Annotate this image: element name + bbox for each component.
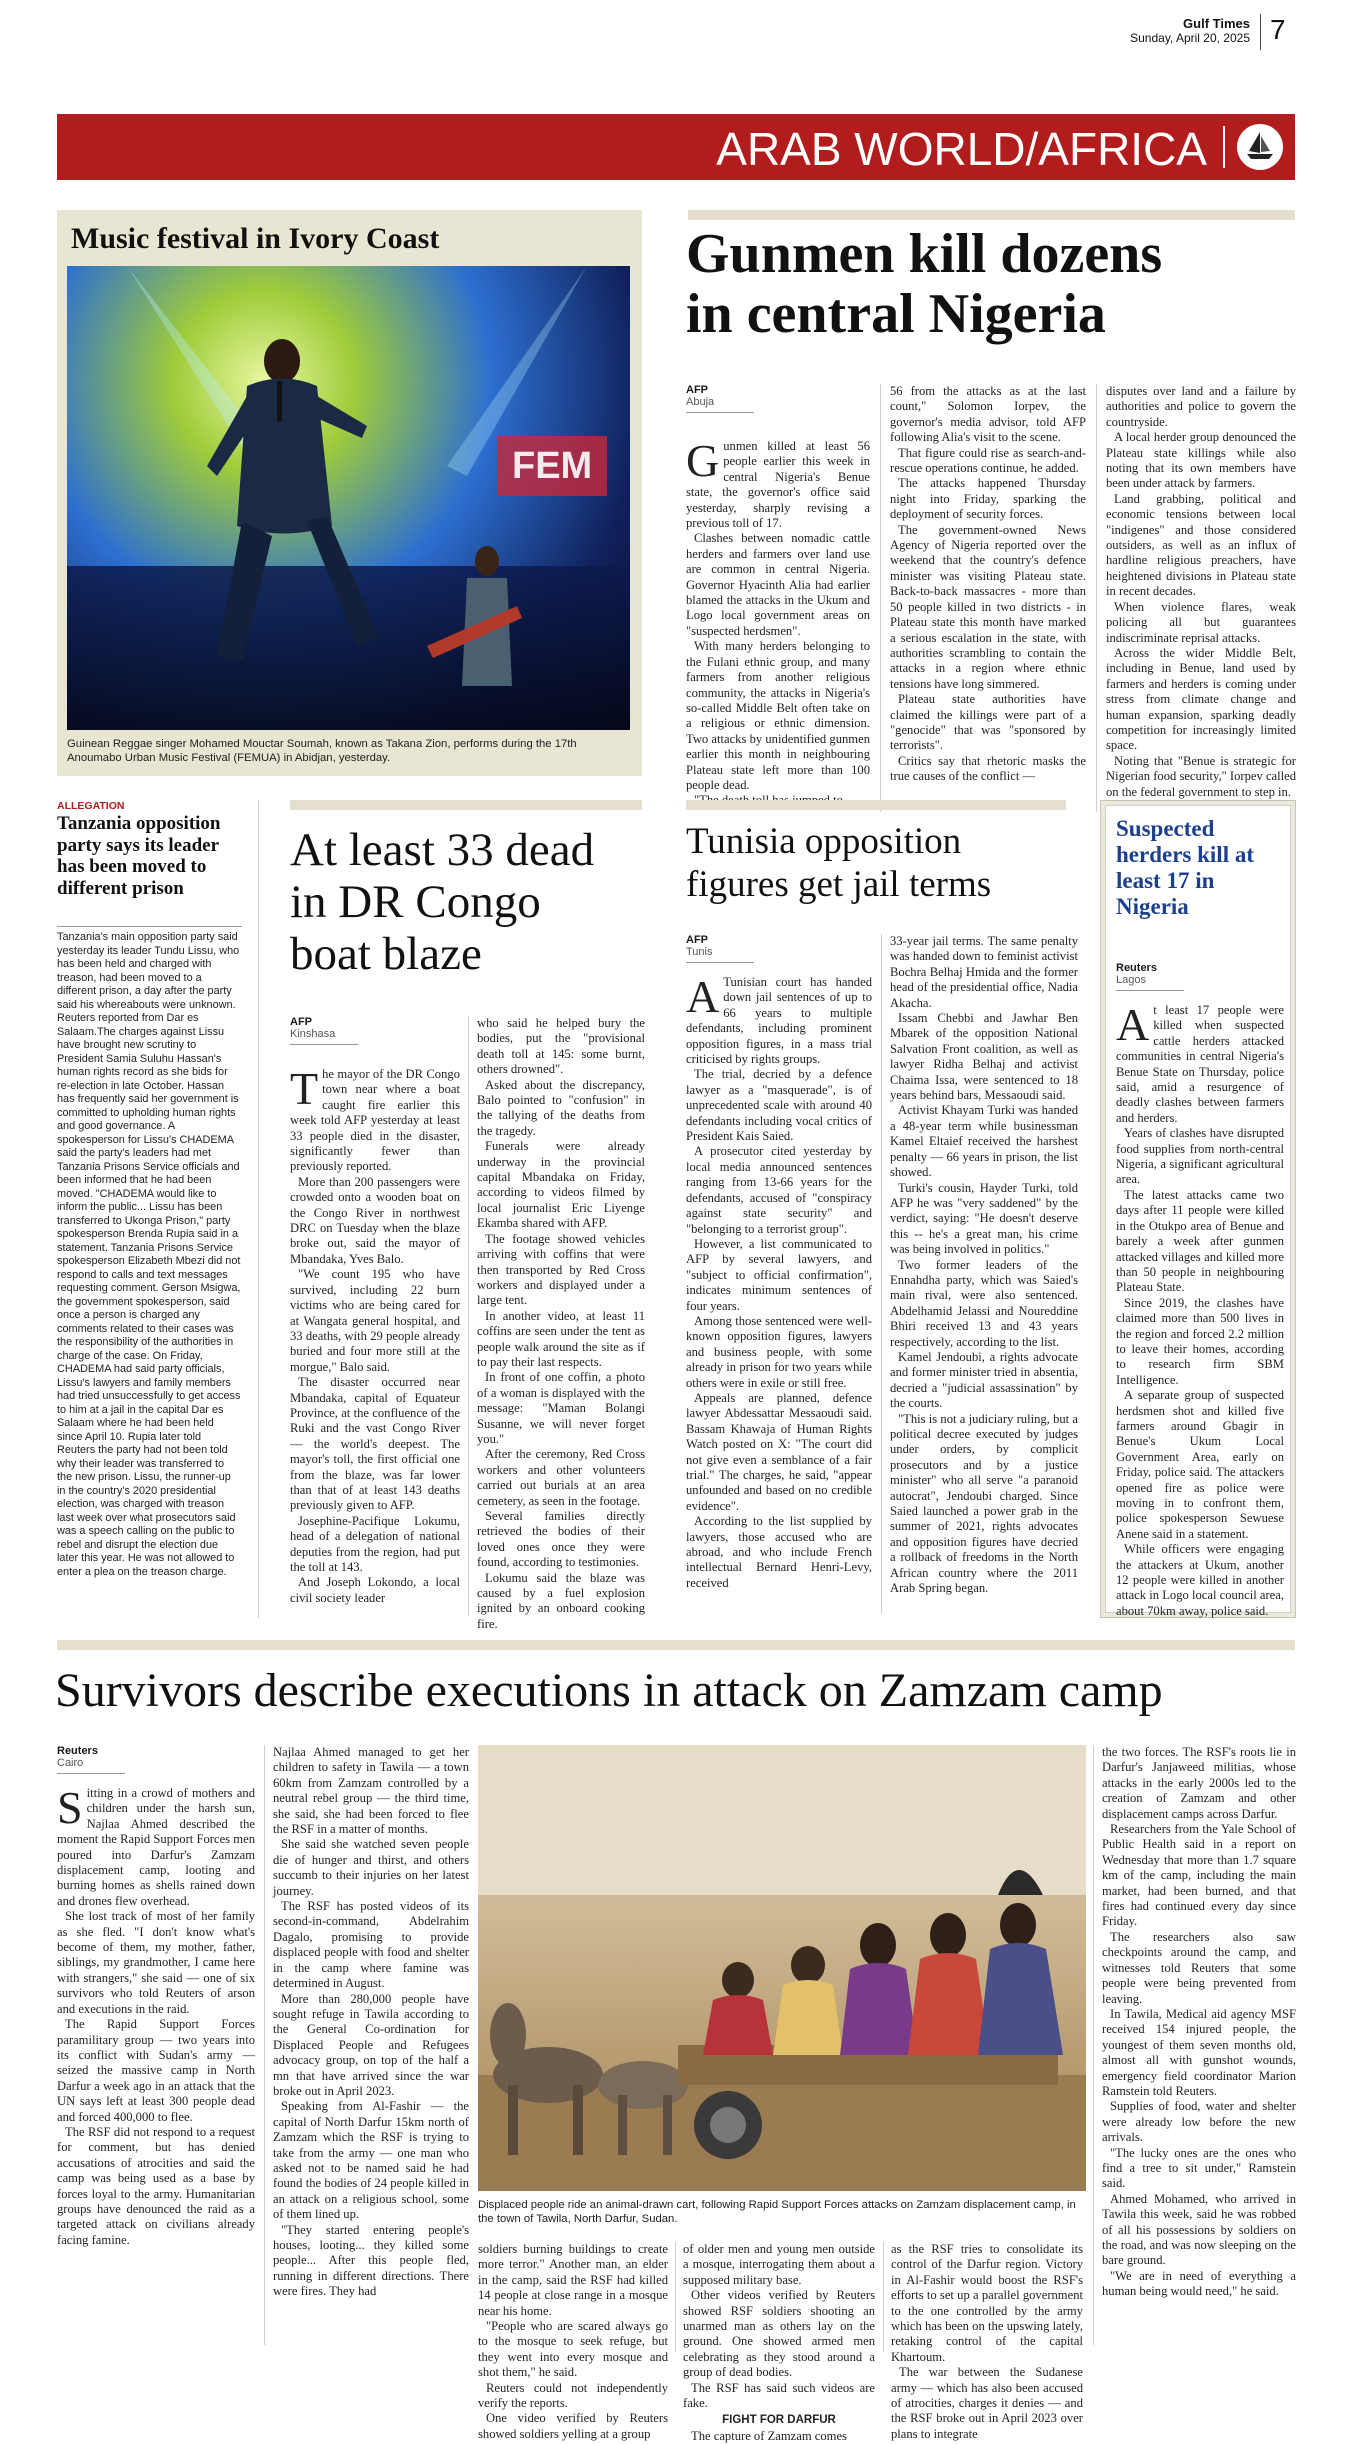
herders-p5: A separate group of suspected herdsmen shot and killed five farmers around Gbagir in Benue's Ukum Local Government Area, early on Friday, police said. The attackers opened fire as police were moving in to confront them, police spokesperson Sewuese Anene said in a statement. [1116,1388,1284,1541]
zamzam-dropcap: S [57,1782,83,1833]
congo-p6: And Joseph Lokondo, a local civil society leader [290,1575,460,1605]
tunisia-p1: Tunisian court has handed down jail sentences of up to 66 years to multiple defendants, including prominent opposition figures, in a mass trial criticised by rights groups. [686,975,872,1067]
tunisia-dateline-rule [686,962,754,963]
tunisia-p10: Activist Khayam Turki was handed a 48-year term while businessman Kamel Eltaief received the harshest penalty — 66 years in prison, the list showed. [890,1103,1078,1180]
zamzam-dateline-rule [57,1773,125,1774]
herders-p1: t least 17 people were killed when suspected cattle herders attacked communities in central Nigeria's Benue State on Thursday, police said, amid a resurgence of deadly clashes between farmers and herders. [1116,1003,1284,1125]
zamzam-p6: She said she watched seven people die of hunger and thirst, and others succumb to their injuries on her latest journey. [273,1837,469,1898]
nigeria-p2: Clashes between nomadic cattle herders and farmers over land use are common in central Nigeria. Governor Hyacinth Alia had earlier blamed the attacks in the Ukum and Logo local government areas on "suspected herdsmen". [686,531,870,638]
zamzam-p24: In Tawila, Medical aid agency MSF received 154 injured people, the youngest of them seven months old, almost all with gunshot wounds, emergency field coordinator Marion Ramstein told Reuters. [1102,2006,1296,2098]
zamzam-p18: The capture of Zamzam comes [691,2428,847,2443]
herders-inner [1105,805,1291,1618]
zamzam-p4: The RSF did not respond to a request for comment, but has denied accusations of atrocities and said the camp was being used as a base by forces loyal to the army. Humanitarian groups have denounced the raid as a targeted attack on civilians already facing famine. [57,2124,255,2247]
zamzam-p16: Other videos verified by Reuters showed RSF soldiers shooting an unarmed man as others lay on the ground. One showed armed men celebrating as they stood around a group of dead bodies. [683,2288,875,2380]
congo-dropcap: T [290,1063,319,1114]
nigeria-p3: With many herders belonging to the Fulani ethnic group, and many farmers from another religious community, the attacks in Nigeria's so-called Middle Belt often take on a religious or ethnic dimension. Two attacks by unidentified gunmen earlier this month in neighbouring Plateau state left more than 100 people dead. [686,639,870,792]
congo-city: Kinshasa [290,1028,336,1040]
herders-text [1116,999,1284,1619]
nigeria-headline [686,224,1296,344]
nigeria-p13: Land grabbing, political and economic tensions between local "indigenes" and those considered outsiders, as well as an influx of hardline religious preachers, have heightened divisions in Plateau state in recent decades. [1106,491,1296,599]
zamzam-p25: Supplies of food, water and shelter were already low before the new arrivals. [1102,2099,1296,2145]
zamzam-divider-1 [264,1745,265,2345]
herders-box [1100,800,1296,1618]
congo-p10: The footage showed vehicles arriving with coffins that were then transported by Red Cross workers and displayed under a large tent. [477,1231,645,1308]
zamzam-p21: the two forces. The RSF's roots lie in Darfur's Janjaweed militias, whose attacks in the early 2000s led to the creation of Zamzam and other displacement camps across Darfur. [1102,1745,1296,1821]
congo-col2 [477,1016,645,1632]
nigeria-p12: A local herder group denounced the Plateau state killings while also noting that its own members have been under attack by farmers. [1106,430,1296,491]
congo-col1 [290,1016,460,1606]
nigeria-p8: The government-owned News Agency of Nigeria reported over the weekend that the country's defence minister was visiting Plateau state. Back-to-back massacres - more than 50 people killed in two districts - in Plateau state this month have marked a serious escalation in the state, with authorities scrambling to contain the attacks in a region where ethnic tensions have long simmered. [890,522,1086,691]
zamzam-p9: Speaking from Al-Fashir — the capital of North Darfur 15km north of Zamzam which the RSF is trying to take from the army — one man who asked not to be named said he had found the bodies of 24 people killed in an attack on a religious school, some of them lined up. [273,2099,469,2222]
zamzam-p20: The war between the Sudanese army — which has also been accused of atrocities, charges it denies — and the RSF broke out in April 2023 over plans to integrate [891,2365,1083,2441]
zamzam-divider-2 [675,2242,676,2352]
section-banner [57,114,1295,180]
zamzam-p2: She lost track of most of her family as she fled. "I don't know what's become of them, my mother, father, siblings, my grandmother, I came here with strangers," she said — one of six survivors who told Reuters of arson and executions in the raid. [57,1909,255,2016]
nigeria-city: Abuja [686,396,715,408]
zamzam-col1-text [57,1782,255,2248]
nigeria-col1-text [686,435,870,809]
herders-body [1116,962,1284,1619]
zamzam-source: Reuters [57,1745,98,1757]
tunisia-p5: Among those sentenced were well-known opposition figures, lawyers and business people, with some already in prison for two years while others were in exile or still free. [686,1313,872,1390]
congo-p4: The disaster occurred near Mbandaka, capital of Equateur Province, at the confluence of the Ruki and the vast Congo River — the world's deepest. The mayor's toll, the first official one from the blaze, was far lower than that of at least 143 deaths previously given to AFP. [290,1375,460,1513]
zamzam-p22: Researchers from the Yale School of Public Health said in a report on Wednesday that more than 1.7 square km of the camp, including the main market, had been burned, and that fires had continued every day since Friday. [1102,1822,1296,1929]
zamzam-p12: "People who are scared always go to the mosque to seek refuge, but they went into every mosque and shot them," he said. [478,2319,668,2380]
tanzania-divider [258,800,259,1618]
tunisia-p11: Turki's cousin, Hayder Turki, told AFP he was "very saddened" by the verdict, saying: "He doesn't deserve this -- he's a great man, his crime was being involved in politics." [890,1180,1078,1257]
zamzam-city: Cairo [57,1757,84,1769]
tunisia-p4: However, a list communicated to AFP by several lawyers, and "subject to official confirmation", indicates minimum sentences of four years. [686,1236,872,1313]
nigeria-p6: That figure could rise as search-and-rescue operations continue, he added. [890,445,1086,476]
nigeria-col1 [686,384,870,809]
zamzam-p11: soldiers burning buildings to create more terror." Another man, an elder in the camp, said the RSF had killed 14 people at close range in a mosque near his home. [478,2242,668,2318]
zamzam-p10: "They started entering people's houses, looting... they killed some people... After this people fled, running in different directions. There were fires. They had [273,2222,469,2299]
nigeria-p14: When violence flares, weak policing all but guarantees indiscriminate reprisal attacks. [1106,599,1296,645]
congo-p12: In front of one coffin, a photo of a woman is displayed with the message: "Maman Bolangi Susanne, we will never forget you." [477,1370,645,1446]
tunisia-col1 [686,934,872,1591]
zamzam-p8: More than 280,000 people have sought refuge in Tawila according to the General Co-ordination for Displaced People and Refugees advocacy group, on top of the half a mn that have arrived since the war broke out in April 2023. [273,1991,469,2098]
section-title: ARAB WORLD/AFRICA [716,123,1207,175]
tunisia-divider [881,934,882,1614]
herders-dateline-rule [1116,990,1184,991]
nigeria-col2 [890,384,1086,785]
nigeria-p5: 56 from the attacks as at the last count," Solomon Iorpev, the governor's media advisor, told AFP following Alia's visit to the scene. [890,384,1086,445]
tanzania-rule [57,926,242,927]
congo-divider [468,1016,469,1616]
tunisia-city: Tunis [686,946,713,958]
congo-p9: Funerals were already underway in the provincial capital Mbandaka on Friday, according to videos filmed by local journalist Eric Liyenge Ekamba shared with AFP. [477,1139,645,1231]
tanzania-label: ALLEGATION [57,800,125,812]
zamzam-col6 [1102,1745,1296,2300]
tunisia-source: AFP [686,934,708,946]
zamzam-p15: of older men and young men outside a mosque, interrogating them about a supposed military base. [683,2242,875,2287]
tanzania-body: Tanzania's main opposition party said yesterday its leader Tundu Lissu, who has been held and charged with treason, had been moved to a different prison, a day after the party said his whereabouts were unknown. Reuters reported from Dar es Salaam.The charges against Lissu have brought new scrutiny to President Samia Suluhu Hassan's human rights record as she bids for re-election in late October. Hassan has frequently said her government is committed to upholding human rights and good governance. A spokesperson for Lissu's CHADEMA said the party's leaders had met Tanzania Prisons Service officials and been informed that he had been moved. "CHADEMA would like to inform the public... Lissu has been transferred to Ukonga Prison," party spokesperson Brenda Rupia said in a statement. Tanzania Prisons Service spokesperson Elizabeth Mbezi did not respond to calls and text messages requesting comment. Gerson Msigwa, the government spokesperson, said once a person is charged any comments related to their cases was the responsibility of the authorities in charge of the case. On Friday, CHADEMA had said party officials, Lissu's lawyers and family members had tried unsuccessfully to get access to him at a jail in the capital Dar es Salaam where he had been held since April 10. Rupia later told Reuters the party had not been told why their leader was transferred to the new prison. Lissu, the runner-up in the country's 2020 presidential election, was charged with treason last week over what prosecutors said was a speech calling on the public to rebel and disrupt the election due later this year. He was not allowed to enter a plea on the treason charge. [57,931,241,1578]
congo-col1-text [290,1063,460,1606]
nigeria-p11: disputes over land and a failure by authorities and police to govern the countryside. [1106,384,1296,429]
zamzam-p5: Najlaa Ahmed managed to get her children to safety in Tawila — a town 60km from Zamzam controlled by a neutral rebel group — the third time, she said, she had been forced to flee the RSF in a matter of months. [273,1745,469,1837]
congo-top-rule [290,800,642,810]
tunisia-p14: "This is not a judiciary ruling, but a political decree executed by judges under orders, by complicit prosecutors and by a justice minister" who all serve "a paranoid autocrat", Jendoubi charged. Since Saied launched a power grab in the summer of 2021, rights advocates and opposition figures have decried a rollback of freedoms in the North African country where the 2011 Arab Spring began. [890,1411,1078,1596]
congo-headline [290,824,650,980]
tunisia-p3: A prosecutor cited yesterday by local media announced sentences ranging from 13-66 years for the defendants, accused of "conspiracy against state security" and "belonging to a terrorist group". [686,1144,872,1236]
congo-p11: In another video, at least 11 coffins are seen under the tent as people walk around the site as if to pay their last respects. [477,1308,645,1369]
herders-dropcap: A [1116,999,1150,1050]
zamzam-top-rule [57,1640,1295,1650]
herders-p4: Since 2019, the clashes have claimed more than 500 lives in the region and forced 2.2 million to leave their homes, according to research firm SBM Intelligence. [1116,1295,1284,1387]
zamzam-headline: Survivors describe executions in attack on Zamzam camp [55,1664,1163,1717]
issue-date: Sunday, April 20, 2025 [1130,31,1250,45]
nigeria-p9: Plateau state authorities have claimed the killings were part of a "genocide" that was "sponsored by terrorists". [890,692,1086,753]
ivory-box [57,210,642,776]
page-number: 7 [1270,14,1286,45]
zamzam-p27: Ahmed Mohamed, who arrived in Tawila this week, said he was robbed of all his possessions by soldiers on the road, and was now sleeping on the bare ground. [1102,2191,1296,2268]
nigeria-dropcap: G [686,435,720,486]
zamzam-p1: itting in a crowd of mothers and children under the harsh sun, Najlaa Ahmed described the moment the Rapid Support Forces men poured into Darfur's Zamzam displacement camp, looting and burning homes as shells rained down and drones flew overhead. [57,1786,255,1908]
nigeria-col3 [1106,384,1296,800]
zamzam-divider-4 [1093,1745,1094,2345]
zamzam-p28: "We are in need of everything a human being would need," he said. [1102,2268,1296,2299]
zamzam-p23: The researchers also saw checkpoints around the camp, and witnesses told Reuters that some people were being prevented from leaving. [1102,1929,1296,2006]
herders-p6: While officers were engaging the attackers at Ukum, another 12 people were killed in another attack in Logo local council area, about 70km away, police said. [1116,1542,1284,1618]
tunisia-p13: Kamel Jendoubi, a rights advocate and former minister tried in absentia, decried a "judicial assassination" by the courts. [890,1349,1078,1411]
congo-p13: After the ceremony, Red Cross workers and other volunteers carried out burials at an area cemetery, as seen in the footage. [477,1447,645,1508]
ivory-kicker: Music festival in Ivory Coast [71,222,440,255]
tunisia-col1-text [686,971,872,1591]
nigeria-headline-line2: in central Nigeria [686,283,1106,345]
zamzam-p19: as the RSF tries to consolidate its control of the Darfur region. Victory in Al-Fashir would boost the RSF's efforts to set up a parallel government to the one controlled by the army which has been on the upswing lately, retaking control of the capital Khartoum. [891,2242,1083,2364]
nigeria-headline-line1: Gunmen kill dozens [686,223,1163,285]
tunisia-headline-line1: Tunisia opposition [686,821,962,862]
congo-source: AFP [290,1016,312,1028]
nigeria-p7: The attacks happened Thursday night into Friday, sparking the deployment of security forces. [890,476,1086,522]
boat-logo-icon [1237,124,1283,170]
herders-p3: The latest attacks came two days after 11 people were killed in the Otukpo area of Benue and barely a week after gunmen attacked villages and killed more than 50 people in neighbouring Plateau State. [1116,1187,1284,1295]
concert-photo [67,266,630,730]
congo-p3: "We count 195 who have survived, including 22 burn victims who are being cared for at Wangata general hospital, and 33 deaths, with 29 people already buried and four more still at the morgue," Balo said. [290,1267,460,1374]
zamzam-p13: Reuters could not independently verify the reports. [478,2380,668,2411]
nigeria-p1: unmen killed at least 56 people earlier this week in central Nigeria's Benue state, the governor's office said yesterday, sharply revising a previous toll of 17. [686,439,870,531]
congo-headline-line1: At least 33 dead [290,824,595,876]
herders-city: Lagos [1116,974,1146,986]
congo-dateline-rule [290,1044,358,1045]
herders-headline: Suspected herders kill at least 17 in Nigeria [1116,816,1254,919]
tunisia-col2 [890,934,1078,1596]
congo-p5: Josephine-Pacifique Lokumu, head of a delegation of national deputies from the region, had put the toll at 143. [290,1513,460,1574]
nigeria-dateline-rule [686,412,754,413]
nigeria-p16: Noting that "Benue is strategic for Nigerian food security," Iorpev called on the federal government to step in. [1106,753,1297,799]
congo-p7: who said he helped bury the bodies, put the "provisional death toll at 145: some burnt, others drowned". [477,1016,645,1077]
herders-p2: Years of clashes have disrupted food supplies from north-central Nigeria, a significant agricultural area. [1116,1126,1284,1187]
tunisia-p9: Issam Chebbi and Jawhar Ben Mbarek of the opposition National Salvation Front coalition, as well as lawyer Ridha Belhaj and activist Chaima Issa, were sentenced to 18 years behind bars, Messaoudi said. [890,1011,1078,1103]
svg-text:FEM: FEM [512,445,593,487]
tunisia-headline-line2: figures get jail terms [686,864,992,905]
zamzam-col4 [683,2242,875,2444]
zamzam-divider-3 [883,2242,884,2352]
tunisia-p2: The trial, decried by a defence lawyer as a "masquerade", is of unprecedented scale with around 40 defendants including vocal critics of President Kais Saied. [686,1067,872,1144]
nigeria-divider-2 [1096,384,1097,812]
zamzam-p3: The Rapid Support Forces paramilitary group — two years into its conflict with Sudan's army — seized the massive camp in North Darfur a week ago in an attack that the UN says left at least 300 people dead and forced 400,000 to flee. [57,2017,255,2124]
tunisia-headline [686,820,1076,906]
tunisia-p8: 33-year jail terms. The same penalty was handed down to feminist activist Bochra Belhaj Hmida and the former head of the presidential office, Nadia Akacha. [890,934,1078,1010]
nigeria-p15: Across the wider Middle Belt, including in Benue, land used by farmers and herders is coming under stress from climate change and human expansion, sparking deadly competition for increasingly limited space. [1106,645,1296,753]
zamzam-col1 [57,1745,255,2248]
tunisia-p7: According to the list supplied by lawyers, those accused who are abroad, and who include French intellectual Bernard Henri-Levy, received [686,1514,872,1590]
zamzam-caption: Displaced people ride an animal-drawn cart, following Rapid Support Forces attacks on Zamzam displacement camp, in the town of Tawila, North Darfur, Sudan. [478,2199,1076,2225]
tunisia-p12: Two former leaders of the Ennahdha party, which was Saied's main rival, were also sentenced. Abdelhamid Jelassi and Noureddine Bhiri received 13 and 43 years respectively, according to the list. [890,1257,1078,1349]
nigeria-source: AFP [686,384,708,396]
nigeria-p10: Critics say that rhetoric masks the true causes of the conflict — [890,753,1086,784]
zamzam-p7: The RSF has posted videos of its second-in-command, Abdelrahim Dagalo, promising to provide displaced people with food and shelter in the camp where famine was determined in August. [273,1899,469,1991]
tanzania-headline: Tanzania opposition party says its leader has been moved to different prison [57,813,221,899]
congo-p8: Asked about the discrepancy, Balo pointed to "confusion" in the tallying of the deaths from the tragedy. [477,1077,645,1138]
congo-p1: he mayor of the DR Congo town near where a boat caught fire earlier this week told AFP yesterday at least 33 people died in the disaster, significantly fewer than previously reported. [290,1067,460,1174]
zamzam-col2 [273,1745,469,2300]
zamzam-subhead: FIGHT FOR DARFUR [722,2414,836,2427]
singer-performing-on-stage-icon [67,266,630,730]
masthead-divider [1260,14,1261,50]
nigeria-divider-1 [880,384,881,812]
tunisia-top-rule [686,800,1066,810]
zamzam-p14: One video verified by Reuters showed soldiers yelling at a group [478,2411,668,2441]
zamzam-p17: The RSF has said such videos are fake. [683,2380,875,2411]
zamzam-p26: "The lucky ones are the ones who find a tree to sit under," Ramstein said. [1102,2145,1296,2191]
herders-source: Reuters [1116,962,1157,974]
banner-divider [1223,126,1225,168]
congo-p14: Several families directly retrieved the bodies of their loved ones once they were found, according to testimonies. [477,1509,645,1570]
ivory-caption: Guinean Reggae singer Mohamed Mouctar Soumah, known as Takana Zion, performs during the 17th Anoumabo Urban Music Festival (FEMUA) in Abidjan, yesterday. [67,738,577,764]
paper-name: Gulf Times [1183,16,1250,31]
zamzam-col5 [891,2242,1083,2442]
congo-p15: Lokumu said the blaze was caused by a fuel explosion ignited by an onboard cooking fire. [477,1570,645,1631]
animal-drawn-cart-icon [478,1745,1086,2191]
zamzam-col3 [478,2242,668,2442]
tunisia-dropcap: A [686,971,720,1022]
congo-p2: More than 200 passengers were crowded onto a wooden boat on the Congo River in northwest DRC on Tuesday when the blaze broke out, said the mayor of Mbandaka, Yves Balo. [290,1174,460,1266]
nigeria-top-rule [688,210,1295,220]
tunisia-p6: Appeals are planned, defence lawyer Abdessattar Messaoudi said. Bassam Khawaja of Human Rights Watch posted on X: "The court did not give even a semblance of a fair trial." The charges, he said, "appear unfounded and based on no credible evidence". [686,1390,872,1513]
zamzam-photo [478,1745,1086,2191]
congo-headline-line3: boat blaze [290,928,482,980]
congo-headline-line2: in DR Congo [290,876,541,928]
